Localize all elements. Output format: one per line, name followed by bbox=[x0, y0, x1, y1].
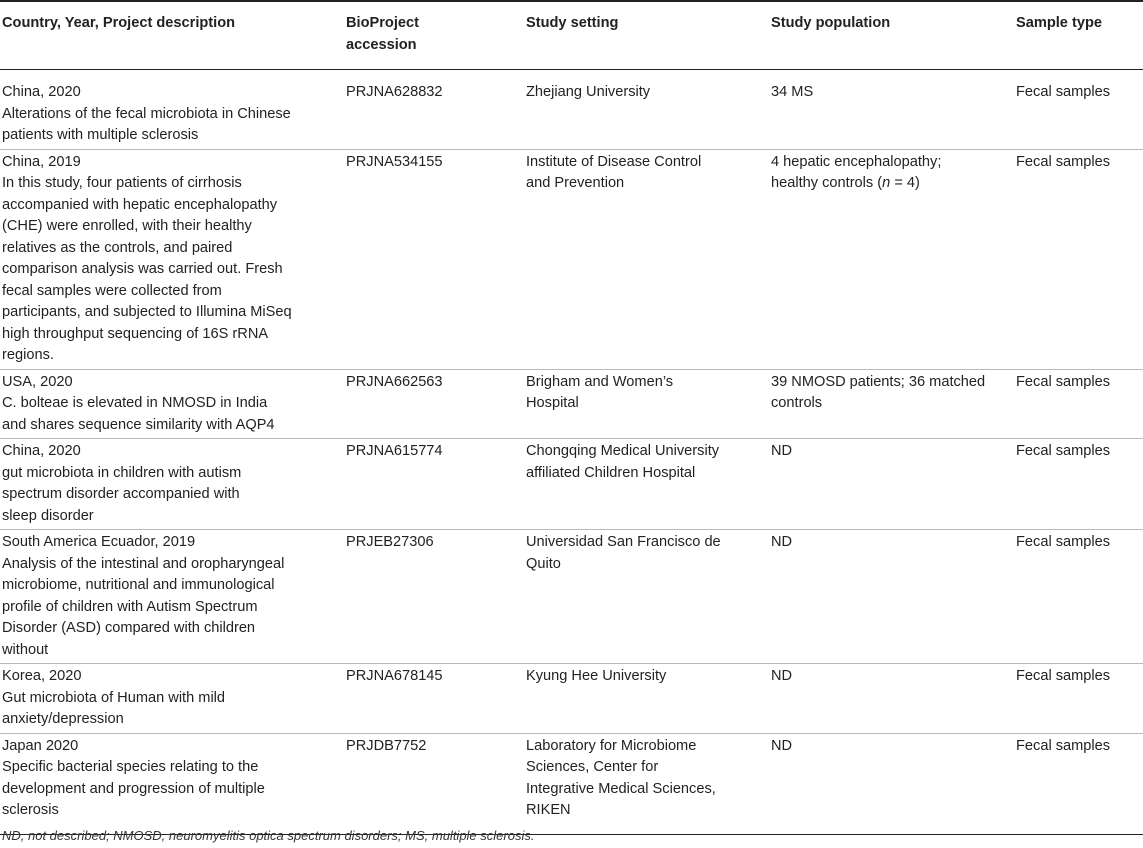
setting-text: Laboratory for Microbiome Sciences, Center for Integrative Medical Sciences, RIKEN bbox=[526, 737, 716, 818]
table-row bbox=[0, 733, 1143, 834]
cell-country-description bbox=[0, 439, 342, 530]
cell-setting bbox=[522, 439, 767, 530]
project-description: Specific bacterial species relating to the development and progression of multiple sclerosis bbox=[2, 759, 265, 818]
cell-country-description bbox=[0, 530, 342, 664]
cell-sample-type: Fecal samples bbox=[1016, 534, 1111, 550]
header-study-population: Study population bbox=[771, 15, 891, 31]
cell-setting bbox=[522, 733, 767, 834]
cell-sample-type: Fecal samples bbox=[1016, 668, 1111, 684]
population-italic-n: n bbox=[882, 175, 891, 191]
population-text: 39 NMOSD patients; 36 matched controls bbox=[771, 373, 986, 411]
cell-country-description bbox=[0, 369, 342, 439]
header-row bbox=[0, 1, 1143, 70]
cell-population: ND bbox=[771, 668, 793, 684]
table-row bbox=[0, 70, 1143, 150]
cell-setting bbox=[522, 149, 767, 369]
cell-country-description bbox=[0, 664, 342, 734]
country-year: USA, 2020 bbox=[2, 373, 73, 390]
setting-text: Universidad San Francisco de Quito bbox=[526, 534, 721, 572]
header-country-year-description: Country, Year, Project description bbox=[2, 15, 236, 31]
project-description: Gut microbiota of Human with mild anxiety/depression bbox=[2, 689, 226, 727]
cell-country-description bbox=[0, 70, 342, 150]
country-year: South America Ecuador, 2019 bbox=[2, 534, 196, 550]
population-prefix: 4 hepatic encephalopathy; healthy controls ( bbox=[771, 153, 942, 191]
header-study-setting: Study setting bbox=[526, 15, 619, 31]
cell-accession: PRJDB7752 bbox=[346, 737, 427, 754]
table-footnote: ND, not described; NMOSD, neuromyelitis optica spectrum disorders; MS, multiple sclerosis. bbox=[2, 828, 535, 843]
cell-population: 34 MS bbox=[771, 84, 814, 100]
cell-sample-type: Fecal samples bbox=[1016, 737, 1111, 754]
setting-text: Institute of Disease Control and Prevention bbox=[526, 153, 702, 191]
cell-setting bbox=[522, 530, 767, 664]
cell-setting: Kyung Hee University bbox=[526, 668, 667, 684]
cell-country-description bbox=[0, 733, 342, 834]
cell-setting: Zhejiang University bbox=[526, 84, 651, 100]
table-row bbox=[0, 369, 1143, 439]
cell-population bbox=[767, 369, 1012, 439]
header-bioproject-accession-text: BioProject accession bbox=[346, 15, 419, 53]
cell-population: ND bbox=[771, 443, 793, 459]
table-header bbox=[0, 1, 1143, 70]
cell-population: ND bbox=[771, 534, 793, 550]
table-body bbox=[0, 70, 1143, 835]
cell-sample-type: Fecal samples bbox=[1016, 84, 1111, 100]
population-suffix: = 4) bbox=[890, 175, 920, 191]
country-year: China, 2020 bbox=[2, 84, 81, 100]
cell-setting bbox=[522, 369, 767, 439]
cell-accession: PRJNA628832 bbox=[346, 84, 443, 100]
project-description: C. bolteae is elevated in NMOSD in India and shares sequence similarity with AQP4 bbox=[2, 395, 275, 433]
cell-sample-type: Fecal samples bbox=[1016, 373, 1111, 390]
project-description: In this study, four patients of cirrhosis accompanied with hepatic encephalopathy (CHE) were enrolled, with their healthy relatives as the controls, and paired comparison analysis was carried out. Fresh fecal samples were collected from participants, and subjected to Illumina MiSeq high throughput sequencing of 16S rRNA regions. bbox=[2, 175, 292, 363]
cell-accession: PRJNA662563 bbox=[346, 373, 443, 390]
project-description: Alterations of the fecal microbiota in Chinese patients with multiple sclerosis bbox=[2, 105, 291, 143]
table-row bbox=[0, 439, 1143, 530]
project-description: gut microbiota in children with autism spectrum disorder accompanied with sleep disorder bbox=[2, 464, 242, 524]
country-year: China, 2019 bbox=[2, 153, 81, 170]
cell-accession: PRJNA534155 bbox=[346, 153, 443, 170]
cell-sample-type: Fecal samples bbox=[1016, 153, 1111, 170]
project-description: Analysis of the intestinal and oropharyngeal microbiome, nutritional and immunological profile of children with Autism Spectrum Disorder (ASD) compared with children without bbox=[2, 555, 285, 658]
header-bioproject-accession bbox=[342, 1, 522, 70]
cell-accession: PRJEB27306 bbox=[346, 534, 434, 550]
table-row bbox=[0, 664, 1143, 734]
cell-country-description bbox=[0, 149, 342, 369]
cell-accession: PRJNA615774 bbox=[346, 443, 443, 459]
cell-accession: PRJNA678145 bbox=[346, 668, 443, 684]
country-year: Korea, 2020 bbox=[2, 668, 82, 684]
table-row bbox=[0, 530, 1143, 664]
setting-text: Brigham and Women’s Hospital bbox=[526, 373, 674, 411]
cell-population bbox=[767, 149, 1012, 369]
table-row bbox=[0, 149, 1143, 369]
cell-population: ND bbox=[771, 737, 793, 754]
country-year: China, 2020 bbox=[2, 443, 81, 459]
cell-sample-type: Fecal samples bbox=[1016, 443, 1111, 459]
header-sample-type: Sample type bbox=[1016, 15, 1102, 31]
country-year: Japan 2020 bbox=[2, 737, 79, 754]
setting-text: Chongqing Medical University affiliated Children Hospital bbox=[526, 443, 720, 481]
